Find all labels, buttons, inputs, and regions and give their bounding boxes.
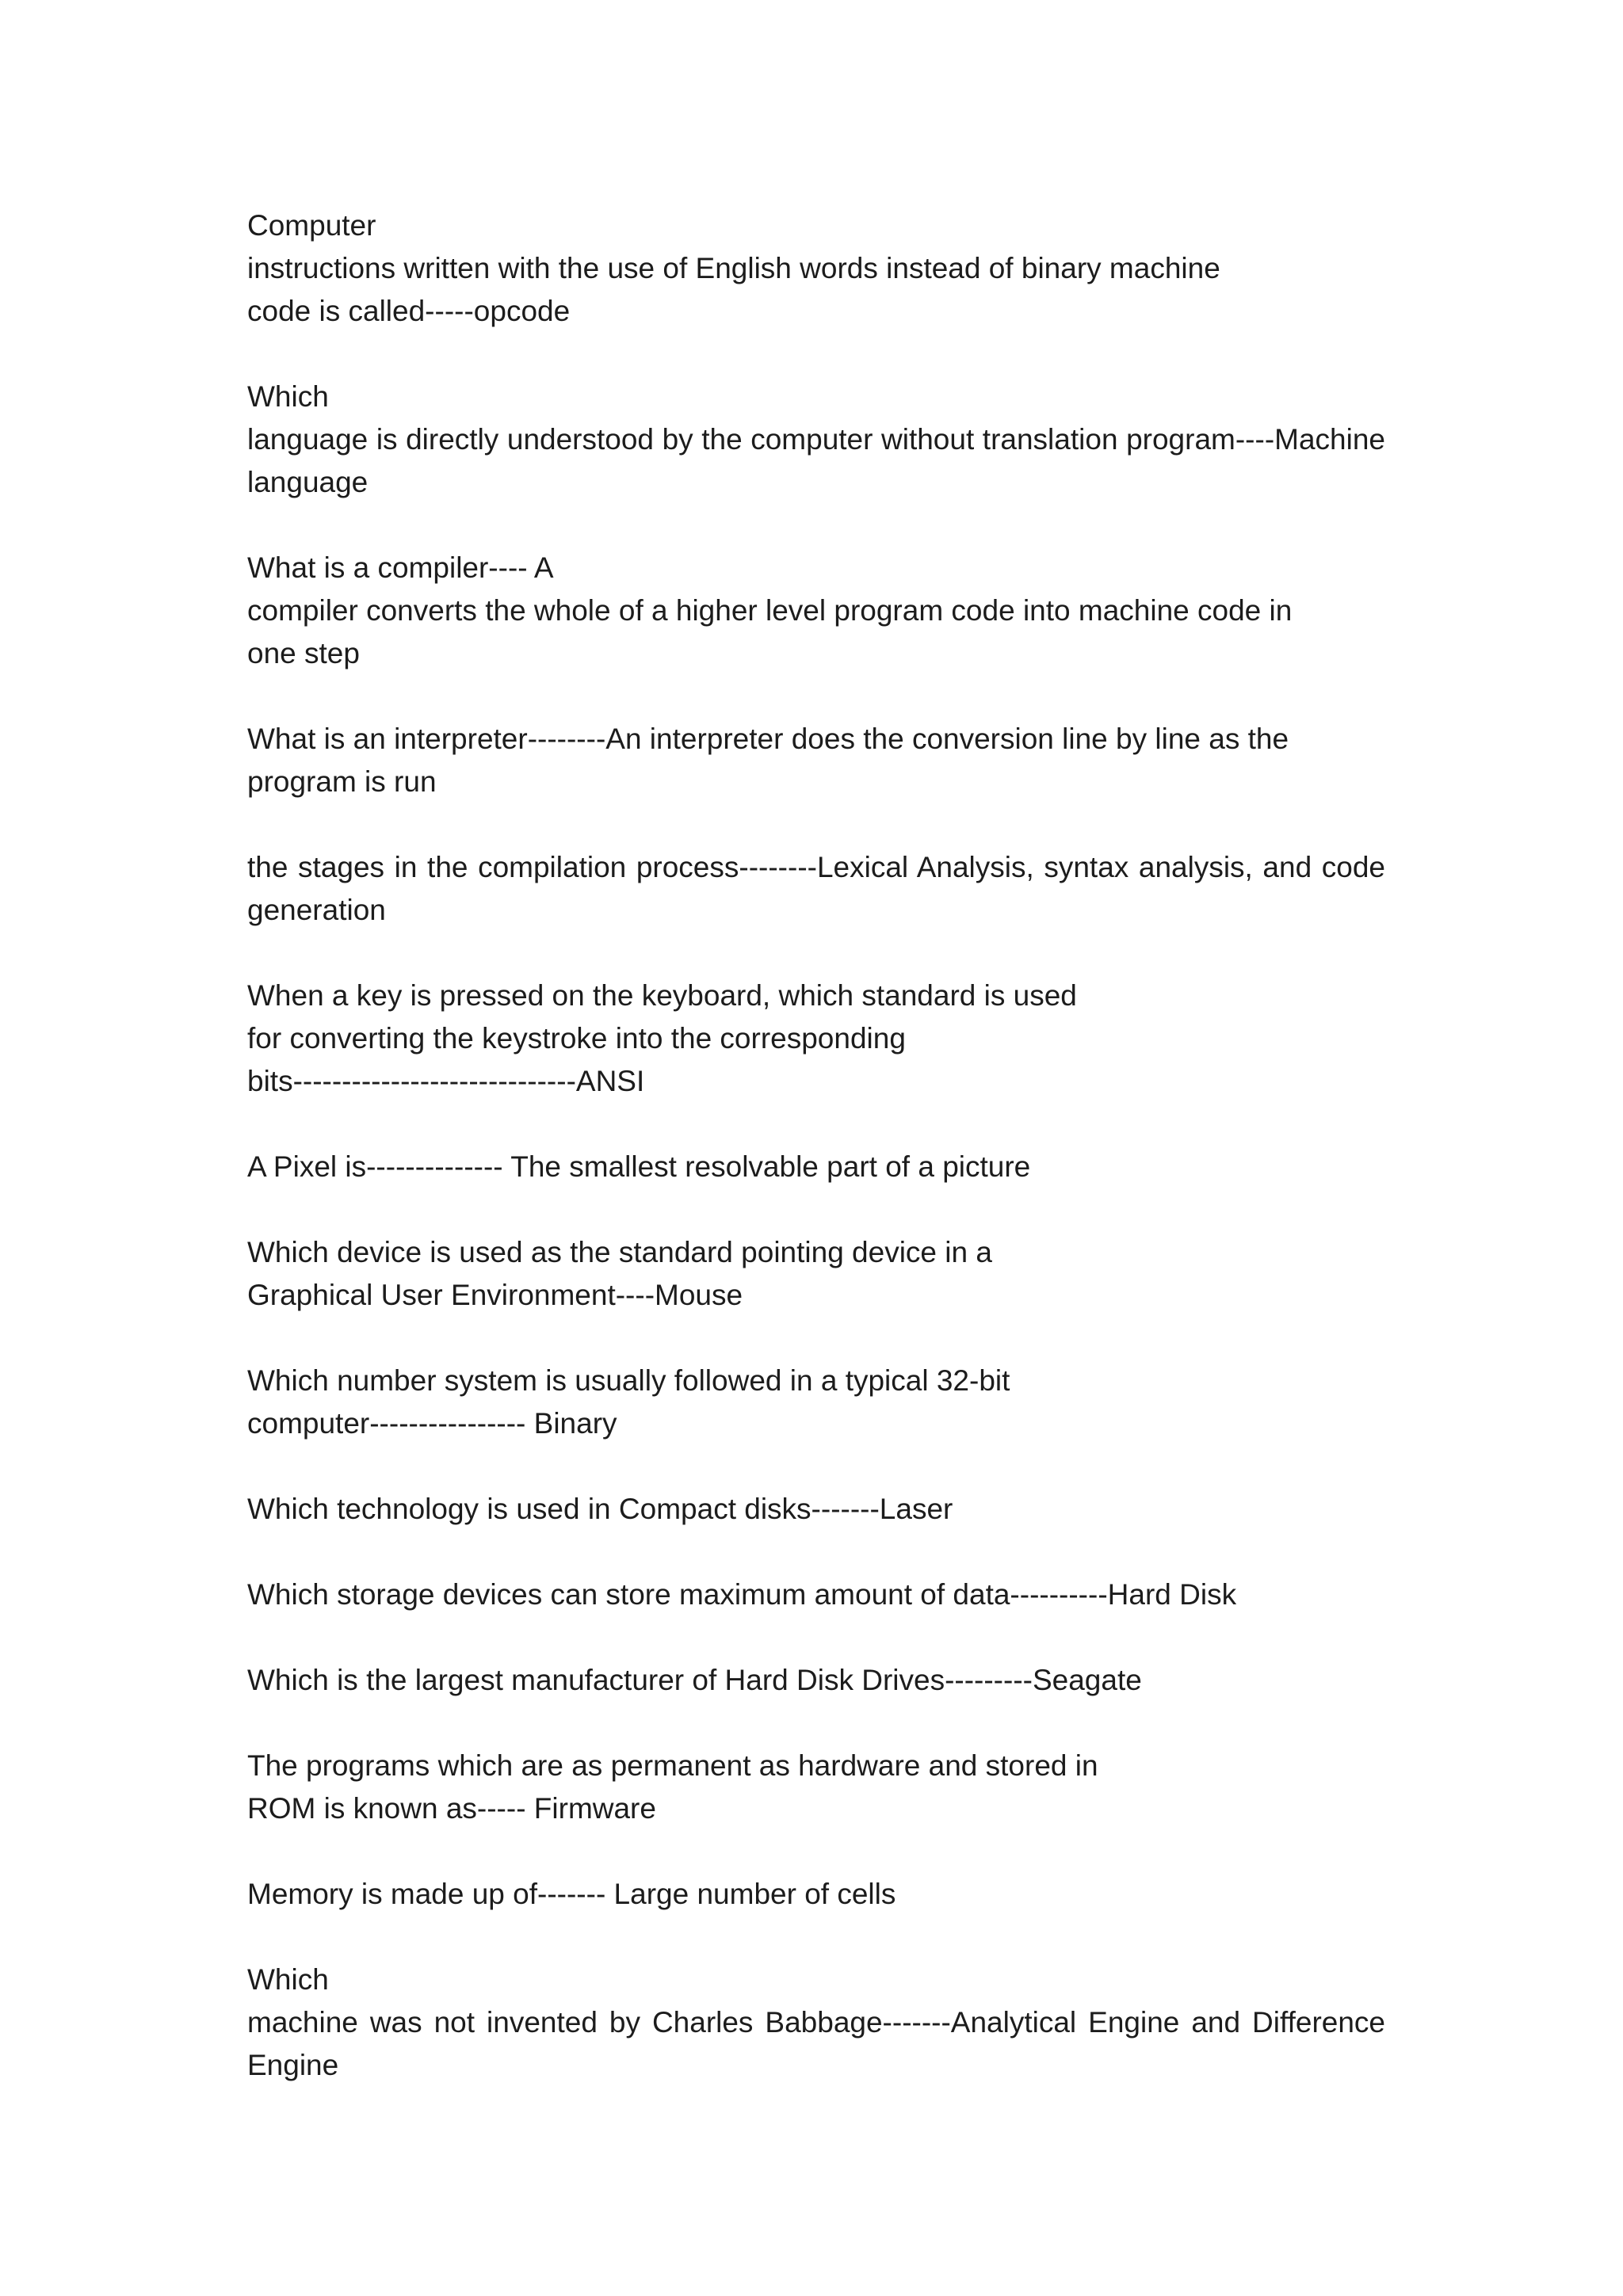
text-line: code is called-----opcode: [247, 295, 571, 327]
text-line: What is a compiler---- A: [247, 551, 554, 584]
text-line: Which: [247, 380, 329, 413]
text-line: Memory is made up of------- Large number of cells: [247, 1878, 896, 1910]
text-line: for converting the keystroke into the corresponding: [247, 1022, 906, 1055]
paragraph-opcode: [247, 204, 1385, 333]
text-line: Which is the largest manufacturer of Hard Disk Drives---------Seagate: [247, 1664, 1142, 1696]
paragraph-firmware: [247, 1745, 1385, 1830]
document-body: [247, 204, 1385, 2130]
text-line: one step: [247, 637, 360, 669]
text-line: Which device is used as the standard pointing device in a: [247, 1236, 992, 1268]
text-line: language is directly understood by the computer without translation program----Machine: [247, 423, 1385, 456]
paragraph-storage-device: [247, 1573, 1385, 1616]
paragraph-hard-disk-manufacturer: [247, 1659, 1385, 1702]
text-line: Which storage devices can store maximum amount of data----------Hard Disk: [247, 1578, 1237, 1611]
text-line: bits-----------------------------ANSI: [247, 1065, 645, 1097]
paragraph-machine-language: [247, 376, 1385, 504]
text-line: generation: [247, 894, 386, 926]
text-line: The programs which are as permanent as hardware and stored in: [247, 1749, 1098, 1782]
paragraph-pointing-device: [247, 1231, 1385, 1317]
paragraph-pixel: [247, 1146, 1385, 1188]
paragraph-keystroke-standard: [247, 974, 1385, 1103]
text-line: A Pixel is-------------- The smallest resolvable part of a picture: [247, 1150, 1031, 1183]
text-line: Which: [247, 1963, 329, 1996]
text-line: instructions written with the use of English words instead of binary machine: [247, 252, 1220, 284]
paragraph-compilation-stages: [247, 846, 1385, 932]
text-line: ROM is known as----- Firmware: [247, 1792, 656, 1825]
paragraph-number-system: [247, 1360, 1385, 1445]
text-line: Graphical User Environment----Mouse: [247, 1279, 743, 1311]
paragraph-memory: [247, 1873, 1385, 1916]
text-line: compiler converts the whole of a higher level program code into machine code in: [247, 594, 1293, 627]
paragraph-compact-disk: [247, 1488, 1385, 1531]
text-line: machine was not invented by Charles Babbage-------Analytical Engine and Difference: [247, 2006, 1385, 2039]
text-line: language: [247, 466, 369, 498]
text-line: computer---------------- Binary: [247, 1407, 617, 1440]
paragraph-interpreter: [247, 718, 1385, 803]
text-line: Which technology is used in Compact disks-------Laser: [247, 1493, 953, 1525]
text-line: program is run: [247, 765, 437, 798]
text-line: Computer: [247, 209, 376, 242]
paragraph-babbage: [247, 1958, 1385, 2087]
text-line: the stages in the compilation process--------Lexical Analysis, syntax analysis, and code: [247, 851, 1385, 883]
paragraph-compiler: [247, 547, 1385, 675]
text-line: Which number system is usually followed in a typical 32-bit: [247, 1364, 1010, 1397]
text-line: What is an interpreter--------An interpreter does the conversion line by line as the: [247, 723, 1289, 755]
text-line: Engine: [247, 2049, 339, 2081]
text-line: When a key is pressed on the keyboard, which standard is used: [247, 979, 1077, 1012]
